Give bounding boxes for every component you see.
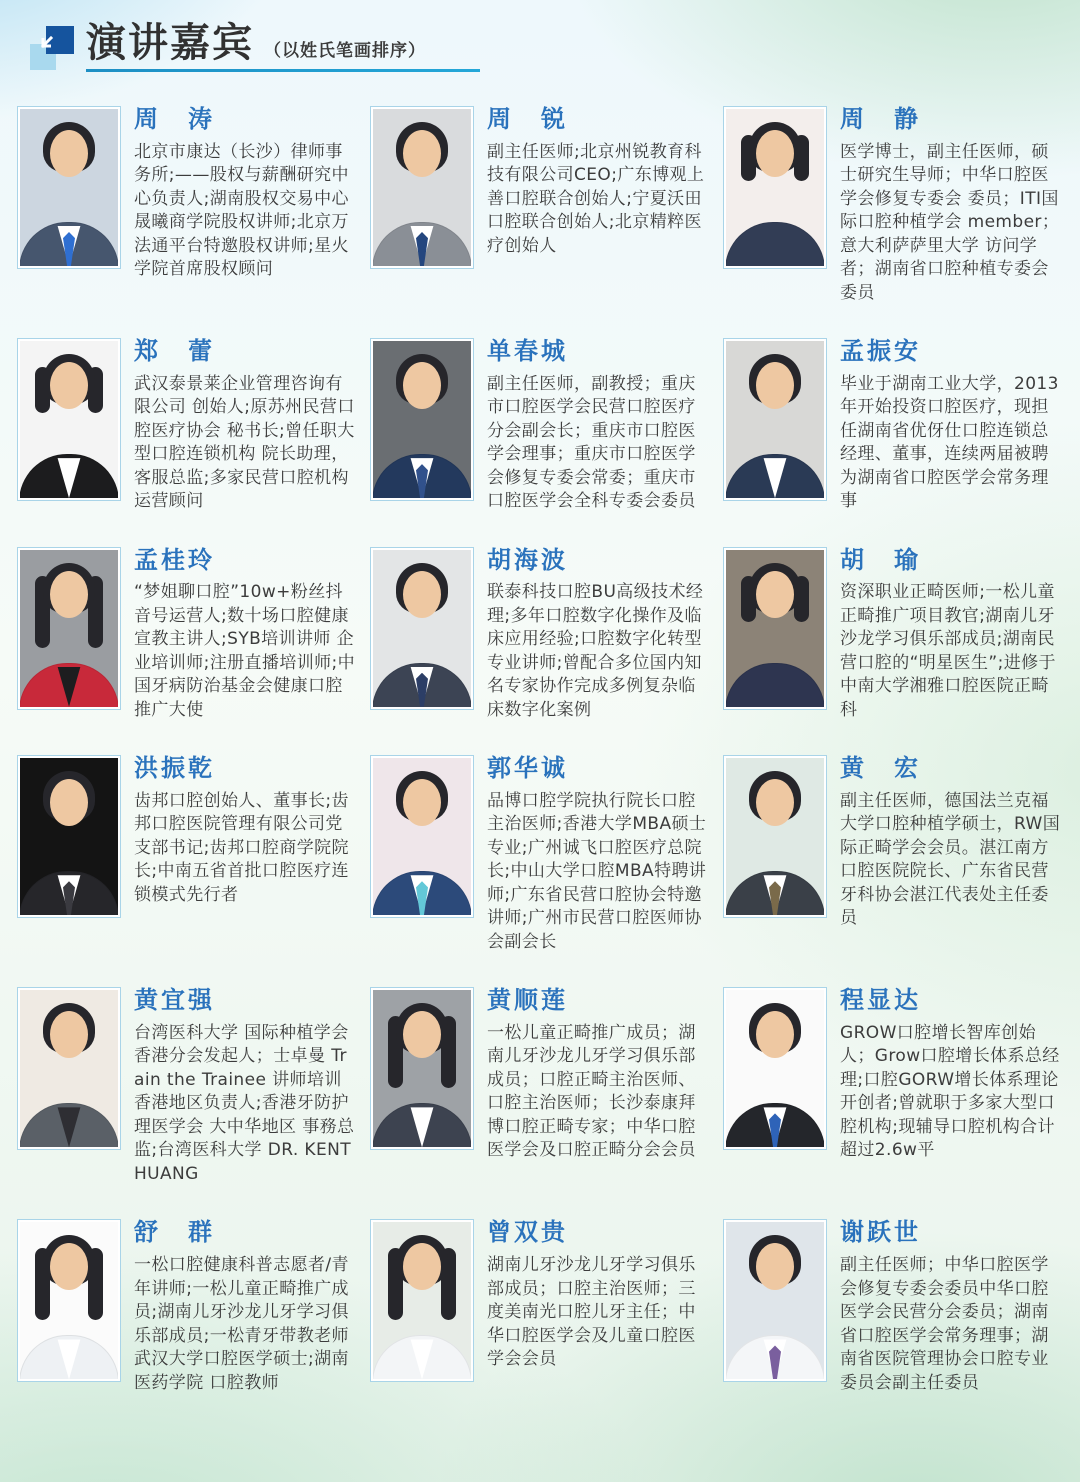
speaker-photo: [17, 755, 121, 918]
page-title: 演讲嘉宾: [86, 20, 254, 66]
avatar-silhouette: [726, 1222, 824, 1379]
speaker-card: [723, 106, 1063, 305]
avatar-face: [403, 1011, 441, 1058]
speaker-card: [370, 547, 710, 723]
speaker-info: [840, 987, 1063, 1163]
speaker-photo: [17, 547, 121, 710]
speaker-bio: 台湾医科大学 国际种植学会香港分会发起人；士卓曼 Train the Trainee 讲师培训香港地区负责人;香港牙防护理医学会 大中华地区 事務总监;台湾医科大学 DR. KENT HUANG: [134, 1022, 355, 1184]
speaker-photo: [17, 1219, 121, 1382]
speaker-bio: 副主任医师，副教授；重庆市口腔医学会民营口腔医疗分会副会长；重庆市口腔医学会理事；重庆市口腔医学会修复专委会常委；重庆市口腔医学会全科专委会委员: [487, 373, 696, 512]
avatar-silhouette: [373, 758, 471, 915]
speaker-name: 孟振安: [840, 337, 921, 366]
avatar-silhouette: [20, 341, 118, 498]
speaker-photo: [370, 338, 474, 501]
avatar-face: [50, 362, 88, 409]
speaker-bio: 联泰科技口腔BU高级技术经理;多年口腔数字化操作及临床应用经验;口腔数字化转型专业讲师;曾配合多位国内知名专家协作完成多例复杂临床数字化案例: [487, 582, 704, 720]
avatar-face: [403, 362, 441, 409]
speaker-info: [840, 755, 1063, 931]
speaker-card: [17, 338, 357, 514]
speaker-name: 舒 群: [134, 1218, 215, 1247]
speaker-info: [487, 106, 710, 258]
speaker-card: [723, 1219, 1063, 1395]
speaker-photo: [370, 547, 474, 710]
speaker-name: 黄宜强: [134, 986, 215, 1015]
speaker-photo: [723, 547, 827, 710]
speaker-info: [487, 987, 710, 1163]
speaker-info: [840, 338, 1063, 514]
speaker-card: [370, 106, 710, 305]
speaker-photo: [723, 106, 827, 269]
avatar-face: [756, 362, 794, 409]
speaker-info: [840, 106, 1063, 305]
speaker-name: 谢跃世: [840, 1218, 921, 1247]
speaker-bio: 医学博士，副主任医师，硕士研究生导师；中华口腔医学会修复专委会 委员；ITI国际口腔种植学会 member；意大利萨萨里大学 访问学者；湖南省口腔种植专委会 委员: [840, 141, 1060, 303]
avatar-silhouette: [726, 990, 824, 1147]
avatar-face: [756, 1011, 794, 1058]
arrow-down-left-icon: [30, 26, 76, 72]
speaker-photo: [17, 106, 121, 269]
speaker-card: [17, 1219, 357, 1395]
speaker-name: 郑 蕾: [134, 337, 215, 366]
speaker-card: [17, 755, 357, 954]
speaker-card: [723, 338, 1063, 514]
speaker-bio: 毕业于湖南工业大学，2013年开始投资口腔医疗，现担任湖南省优伢仕口腔连锁总经理、董事，连续两届被聘为湖南省口腔医学会常务理事: [840, 373, 1059, 512]
avatar-silhouette: [726, 550, 824, 707]
avatar-silhouette: [726, 341, 824, 498]
speaker-photo: [370, 106, 474, 269]
avatar-silhouette: [726, 758, 824, 915]
speaker-info: [134, 755, 357, 907]
speaker-card: [17, 987, 357, 1186]
avatar-silhouette: [20, 109, 118, 266]
speaker-name: 胡海波: [487, 545, 568, 574]
speaker-card: [723, 547, 1063, 723]
speaker-name: 胡 瑜: [840, 545, 921, 574]
speaker-card: [17, 547, 357, 723]
speaker-name: 孟桂玲: [134, 545, 215, 574]
speaker-card: [370, 755, 710, 954]
avatar-face: [403, 1243, 441, 1290]
speaker-bio: GROW口腔增长智库创始人；Grow口腔增长体系总经理;口腔GORW增长体系理论开创者;曾就职于多家大型口腔机构;现辅导口腔机构合计超过2.6w平: [840, 1022, 1060, 1161]
speaker-info: [134, 547, 357, 723]
speaker-photo: [17, 987, 121, 1150]
speaker-card: [723, 987, 1063, 1186]
speaker-info: [487, 755, 710, 954]
avatar-face: [50, 130, 88, 177]
header-text: [86, 22, 480, 72]
avatar-face: [50, 571, 88, 618]
avatar-face: [756, 779, 794, 826]
speaker-photo: [723, 338, 827, 501]
title-underline: [86, 69, 480, 72]
avatar-face: [403, 130, 441, 177]
speaker-info: [840, 1219, 1063, 1395]
speaker-name: 曾双贵: [487, 1218, 568, 1247]
avatar-face: [50, 779, 88, 826]
speaker-bio: 齿邦口腔创始人、董事长;齿邦口腔医院管理有限公司党支部书记;齿邦口腔商学院院长;中南五省首批口腔医疗连锁模式先行者: [134, 790, 349, 905]
speaker-info: [487, 547, 710, 723]
speaker-bio: 副主任医师，德国法兰克福大学口腔种植学硕士，RW国际正畸学会会员。湛江南方口腔医院院长、广东省民营牙科协会湛江代表处主任委员: [840, 790, 1061, 929]
avatar-silhouette: [373, 550, 471, 707]
avatar-silhouette: [20, 758, 118, 915]
speaker-photo: [723, 1219, 827, 1382]
speaker-grid: [12, 106, 1068, 1395]
speaker-bio: “梦姐聊口腔”10w+粉丝抖音号运营人;数十场口腔健康宣教主讲人;SYB培训讲师 企业培训师;注册直播培训师;中国牙病防治基金会健康口腔推广大使: [134, 582, 356, 720]
speaker-info: [134, 106, 357, 282]
speaker-card: [17, 106, 357, 305]
avatar-silhouette: [20, 990, 118, 1147]
avatar-face: [756, 130, 794, 177]
speaker-bio: 副主任医师;北京州锐教育科技有限公司CEO;广东博观上善口腔联合创始人;宁夏沃田口腔联合创始人;北京精粹医疗创始人: [487, 141, 705, 256]
speaker-info: [840, 547, 1063, 723]
speaker-bio: 北京市康达（长沙）律师事务所;——股权与薪酬研究中心负责人;湖南股权交易中心晟曦商学院股权讲师;北京万法通平台特邀股权讲师;星火学院首席股权顾问: [134, 141, 349, 280]
arrow-glyph: [37, 35, 57, 55]
avatar-face: [403, 571, 441, 618]
avatar-silhouette: [373, 990, 471, 1147]
speaker-bio: 资深职业正畸医师;一松儿童正畸推广项目教官;湖南儿牙沙龙学习俱乐部成员;湖南民营口腔的“明星医生”;进修于中南大学湘雅口腔医院正畸科: [840, 582, 1056, 720]
avatar-silhouette: [726, 109, 824, 266]
speaker-photo: [370, 987, 474, 1150]
speaker-photo: [723, 755, 827, 918]
speaker-card: [723, 755, 1063, 954]
speaker-name: 洪振乾: [134, 754, 215, 783]
speaker-bio: 副主任医师；中华口腔医学会修复专委会委员中华口腔医学会民营分会委员；湖南省口腔医学会常务理事；湖南省医院管理协会口腔专业委员会副主任委员: [840, 1255, 1049, 1393]
avatar-silhouette: [20, 1222, 118, 1379]
avatar-face: [756, 1243, 794, 1290]
avatar-silhouette: [373, 109, 471, 266]
speaker-bio: 湖南儿牙沙龙儿牙学习俱乐部成员；口腔主治医师；三度美南光口腔儿牙主任；中华口腔医学会及儿童口腔医学会会员: [487, 1255, 696, 1370]
speaker-card: [370, 987, 710, 1186]
speaker-name: 黄 宏: [840, 754, 921, 783]
speaker-name: 周 涛: [134, 105, 215, 133]
speaker-info: [134, 1219, 357, 1395]
avatar-face: [403, 779, 441, 826]
speaker-card: [370, 1219, 710, 1395]
speaker-name: 郭华诚: [487, 754, 568, 783]
speaker-photo: [370, 755, 474, 918]
speaker-info: [487, 1219, 710, 1371]
speaker-name: 程显达: [840, 986, 921, 1015]
speaker-photo: [723, 987, 827, 1150]
speaker-photo: [370, 1219, 474, 1382]
speaker-bio: 品博口腔学院执行院长口腔主治医师;香港大学MBA硕士专业;广州诚飞口腔医疗总院长;中山大学口腔MBA特聘讲师;广东省民营口腔协会特邀讲师;广州市民营口腔医师协会副会长: [487, 790, 707, 952]
speaker-name: 单春城: [487, 337, 568, 366]
avatar-silhouette: [373, 341, 471, 498]
speaker-info: [134, 338, 357, 514]
speaker-name: 周 锐: [487, 105, 568, 133]
speaker-card: [370, 338, 710, 514]
avatar-silhouette: [373, 1222, 471, 1379]
section-header: [30, 22, 1068, 72]
speaker-info: [134, 987, 357, 1186]
speaker-bio: 一松儿童正畸推广成员；湖南儿牙沙龙儿牙学习俱乐部成员；口腔正畸主治医师、口腔主治医师；长沙泰康拜博口腔正畸专家；中华口腔医学会及口腔正畸分会会员: [487, 1022, 696, 1161]
avatar-face: [50, 1243, 88, 1290]
page-subtitle: （以姓氏笔画排序）: [264, 41, 426, 61]
speaker-name: 黄顺莲: [487, 986, 568, 1015]
avatar-face: [50, 1011, 88, 1058]
avatar-silhouette: [20, 550, 118, 707]
speaker-bio: 武汉泰景莱企业管理咨询有限公司 创始人;原苏州民营口腔医疗协会 秘书长;曾任职大型口腔连锁机构 院长助理，客服总监;多家民营口腔机构运营顾问: [134, 373, 355, 512]
avatar-face: [756, 571, 794, 618]
speaker-info: [487, 338, 710, 514]
speaker-name: 周 静: [840, 105, 921, 133]
speaker-photo: [17, 338, 121, 501]
speaker-bio: 一松口腔健康科普志愿者/青年讲师;一松儿童正畸推广成员;湖南儿牙沙龙儿牙学习俱乐部成员;一松青牙带教老师 武汉大学口腔医学硕士;湖南医药学院 口腔教师: [134, 1255, 349, 1393]
